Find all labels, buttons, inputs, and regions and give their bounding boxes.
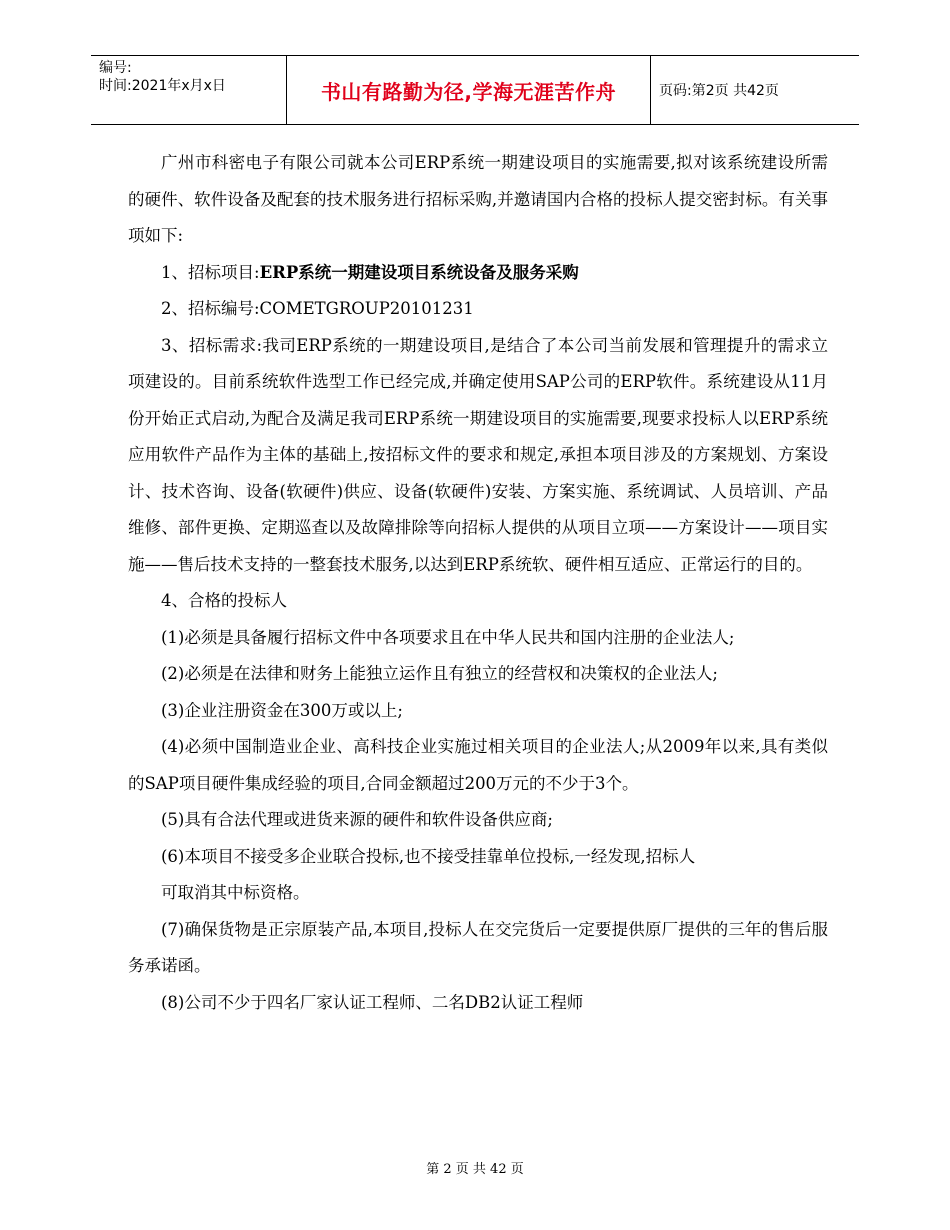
requirement-1: (1)必须是具备履行招标文件中各项要求且在中华人民共和国内注册的企业法人;	[161, 627, 735, 647]
requirement-3: (3)企业注册资金在300万或以上;	[161, 700, 403, 720]
header-divider	[650, 56, 651, 124]
requirement-6: (6)本项目不接受多企业联合投标,也不接受挂靠单位投标,一经发现,招标人	[161, 846, 696, 866]
item-4: 4、合格的投标人	[161, 591, 287, 610]
requirement-5: (5)具有合法代理或进货来源的硬件和软件设备供应商;	[161, 810, 553, 829]
requirement-6-continued: 可取消其中标资格。	[161, 883, 310, 902]
document-body	[128, 145, 828, 1021]
requirement-8: (8)公司不少于四名厂家认证工程师、二名DB2认证工程师	[161, 992, 584, 1012]
header-time-label: 时间:2021年x月x日	[99, 78, 226, 94]
requirement-7: (7)确保货物是正宗原装产品,本项目,投标人在交完货后一定要提供原厂提供的三年的售后服务承诺函。	[128, 919, 828, 975]
item-3: 3、招标需求:我司ERP系统的一期建设项目,是结合了本公司当前发展和管理提升的需求立项建设的。目前系统软件选型工作已经完成,并确定使用SAP公司的ERP软件。系统建设从11月份开始正式启动,为配合及满足我司ERP系统一期建设项目的实施需要,现要求投标人以ERP系统应用软件产品作为主体的基础上,按招标文件的要求和规定,承担本项目涉及的方案规划、方案设计、技术咨询、设备(软硬件)供应、设备(软硬件)安装、方案实施、系统调试、人员培训、产品维修、部件更换、定期巡查以及故障排除等向招标人提供的从项目立项——方案设计——项目实施——售后技术支持的一整套技术服务,以达到ERP系统软、硬件相互适应、正常运行的目的。	[128, 335, 828, 574]
page-footer: 第 2 页 共 42 页	[426, 1162, 524, 1177]
header-id-label: 编号:	[99, 60, 132, 76]
header-motto: 书山有路勤为径,学海无涯苦作舟	[320, 80, 617, 104]
item-2: 2、招标编号:COMETGROUP20101231	[161, 299, 474, 318]
header-page-info: 页码:第2页 共42页	[659, 83, 779, 99]
requirement-4: (4)必须中国制造业企业、高科技企业实施过相关项目的企业法人;从2009年以来,具有类似的SAP项目硬件集成经验的项目,合同金额超过200万元的不少于3个。	[128, 737, 828, 793]
intro-paragraph: 广州市科密电子有限公司就本公司ERP系统一期建设项目的实施需要,拟对该系统建设所需的硬件、软件设备及配套的技术服务进行招标采购,并邀请国内合格的投标人提交密封标。有关事项如下:	[128, 153, 828, 245]
item-1	[128, 255, 828, 292]
header-meta	[99, 59, 289, 95]
requirement-2: (2)必须是在法律和财务上能独立运作且有独立的经营权和决策权的企业法人;	[161, 664, 718, 683]
page-header	[91, 55, 859, 125]
item-1-prefix: 1、招标项目:	[161, 262, 260, 282]
item-1-value: ERP系统一期建设项目系统设备及服务采购	[259, 262, 579, 282]
